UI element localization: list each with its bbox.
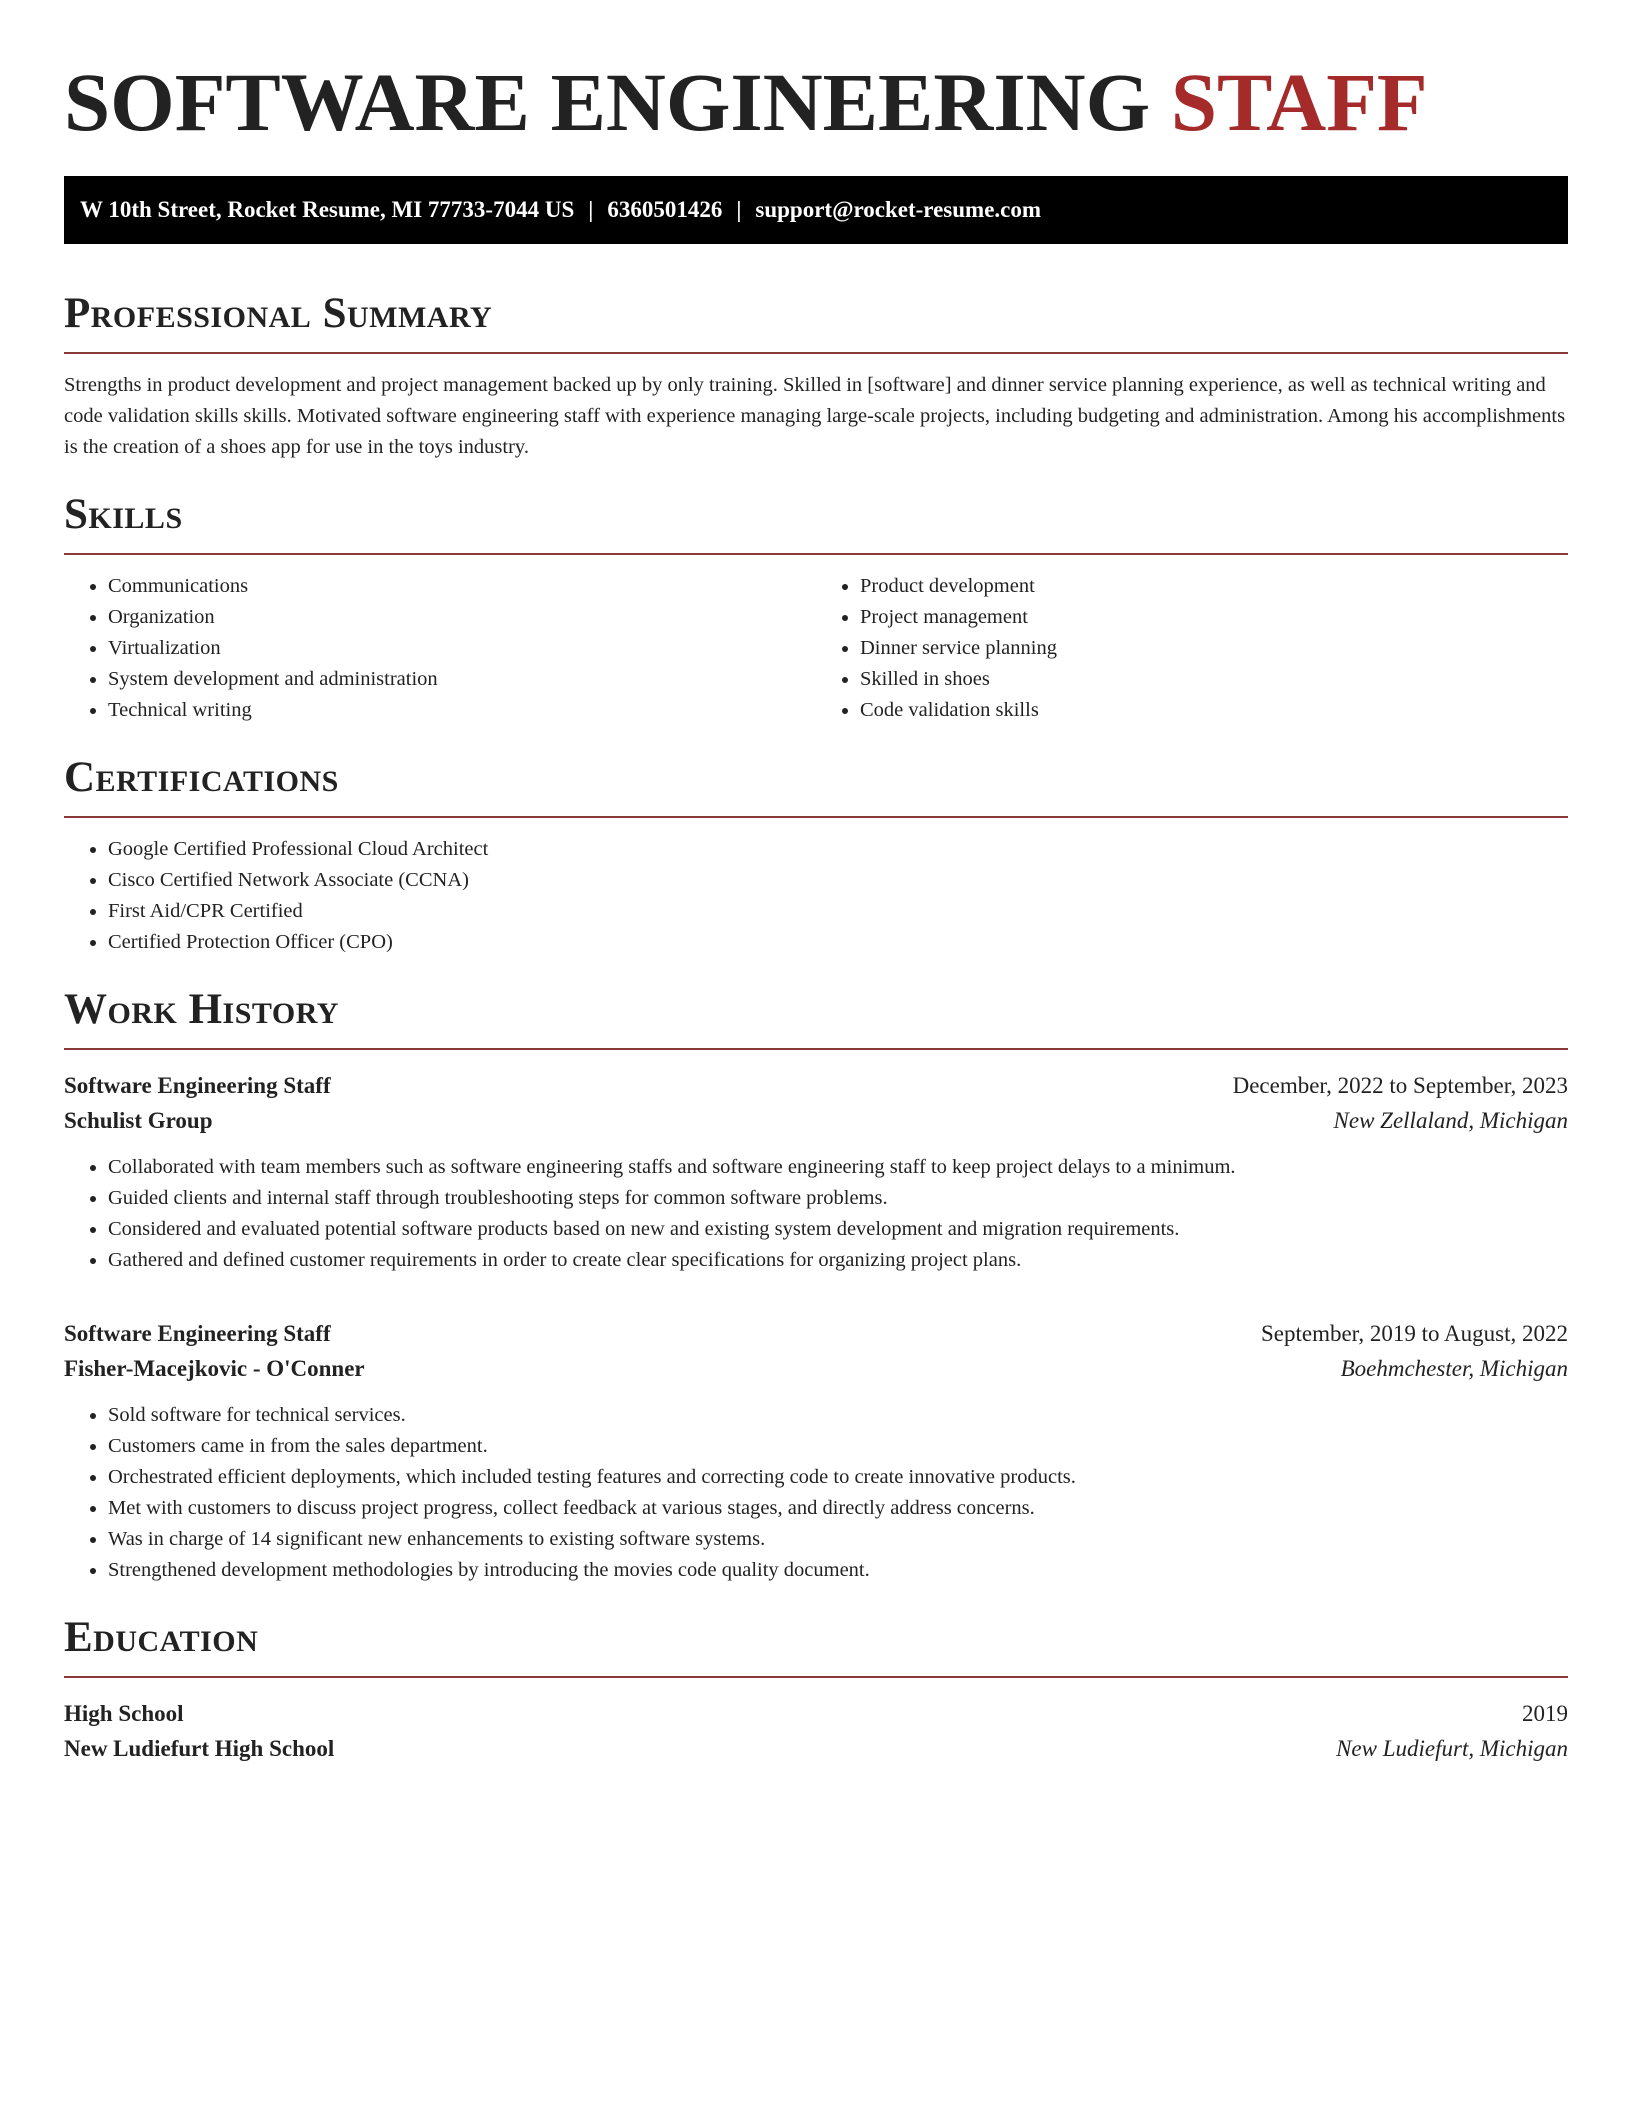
job-location: New Zellaland, Michigan — [1333, 1108, 1568, 1133]
skill-item: • Communications — [108, 571, 816, 602]
job-entry — [64, 1316, 1568, 1586]
job-dates: December, 2022 to September, 2023 — [1232, 1073, 1568, 1098]
certification-item: • Cisco Certified Network Associate (CCNA) — [108, 865, 1568, 896]
job-company: Fisher-Macejkovic - O'Conner — [64, 1356, 365, 1381]
job-bullet: • Considered and evaluated potential software products based on new and existing system development and migration requirements. — [108, 1214, 1568, 1245]
summary-heading: Professional Summary — [64, 290, 493, 337]
certification-item: • Certified Protection Officer (CPO) — [108, 927, 1568, 958]
contact-address: W 10th Street, Rocket Resume, MI 77733-7044 US — [80, 197, 575, 222]
skill-item: • System development and administration — [108, 664, 816, 695]
education-school: New Ludiefurt High School — [64, 1736, 335, 1761]
job-title: Software Engineering Staff — [64, 1321, 331, 1346]
job-bullets — [64, 1152, 1568, 1276]
contact-phone: 6360501426 — [607, 197, 723, 222]
job-bullet: • Orchestrated efficient deployments, which included testing features and correcting code to create innovative products. — [108, 1462, 1568, 1493]
certification-item: • Google Certified Professional Cloud Architect — [108, 834, 1568, 865]
skill-item: • Organization — [108, 602, 816, 633]
work-history-section — [64, 986, 1568, 1586]
skills-heading: Skills — [64, 491, 183, 538]
section-divider — [64, 352, 1568, 354]
skill-item: • Product development — [860, 571, 1568, 602]
name-accent: STAFF — [1170, 56, 1428, 148]
name-main: SOFTWARE ENGINEERING — [64, 56, 1171, 148]
job-bullets — [64, 1400, 1568, 1586]
job-entry — [64, 1068, 1568, 1276]
resume-name — [64, 0, 1568, 146]
job-bullet: • Was in charge of 14 significant new enhancements to existing software systems. — [108, 1524, 1568, 1555]
skill-item: • Technical writing — [108, 695, 816, 726]
summary-text: Strengths in product development and project management backed up by only training. Skilled in [software] and dinner service planning experience, as well as technical writing and code validation skills skills. Motivated software engineering staff with experience managing large-scale projects, including budgeting and administration. Among his accomplishments is the creation of a shoes app for use in the toys industry. — [64, 374, 1566, 458]
skills-list-left — [64, 571, 816, 726]
job-company: Schulist Group — [64, 1108, 213, 1133]
education-degree: High School — [64, 1701, 184, 1726]
certifications-section — [64, 754, 1568, 958]
section-divider — [64, 816, 1568, 818]
skill-item: • Project management — [860, 602, 1568, 633]
education-entry — [64, 1696, 1568, 1766]
skill-item: • Code validation skills — [860, 695, 1568, 726]
section-divider — [64, 1676, 1568, 1678]
work-history-heading: Work History — [64, 986, 339, 1033]
skill-item: • Dinner service planning — [860, 633, 1568, 664]
job-bullet: • Strengthened development methodologies by introducing the movies code quality document. — [108, 1555, 1568, 1586]
job-bullet: • Gathered and defined customer requirements in order to create clear specifications for organizing project plans. — [108, 1245, 1568, 1276]
education-location: New Ludiefurt, Michigan — [1336, 1736, 1568, 1761]
skills-section — [64, 491, 1568, 726]
education-year: 2019 — [1522, 1701, 1568, 1726]
contact-bar — [64, 176, 1568, 244]
section-divider — [64, 1048, 1568, 1050]
job-bullet: • Sold software for technical services. — [108, 1400, 1568, 1431]
job-title: Software Engineering Staff — [64, 1073, 331, 1098]
job-bullet: • Met with customers to discuss project progress, collect feedback at various stages, and directly address concerns. — [108, 1493, 1568, 1524]
certification-item: • First Aid/CPR Certified — [108, 896, 1568, 927]
job-bullet: • Collaborated with team members such as software engineering staffs and software engineering staff to keep project delays to a minimum. — [108, 1152, 1568, 1183]
job-bullet: • Customers came in from the sales department. — [108, 1431, 1568, 1462]
summary-section — [64, 290, 1568, 463]
skill-item: • Virtualization — [108, 633, 816, 664]
education-section — [64, 1614, 1568, 1766]
job-bullet: • Guided clients and internal staff through troubleshooting steps for common software problems. — [108, 1183, 1568, 1214]
education-heading: Education — [64, 1614, 259, 1661]
skill-item: • Skilled in shoes — [860, 664, 1568, 695]
certifications-heading: Certifications — [64, 754, 339, 801]
contact-separator: | — [736, 197, 742, 222]
contact-email: support@rocket-resume.com — [755, 197, 1042, 222]
skills-list-right — [816, 571, 1568, 726]
certifications-list — [64, 834, 1568, 958]
job-location: Boehmchester, Michigan — [1340, 1356, 1568, 1381]
contact-separator: | — [588, 197, 594, 222]
skills-columns — [64, 555, 1568, 726]
job-dates: September, 2019 to August, 2022 — [1260, 1321, 1568, 1346]
